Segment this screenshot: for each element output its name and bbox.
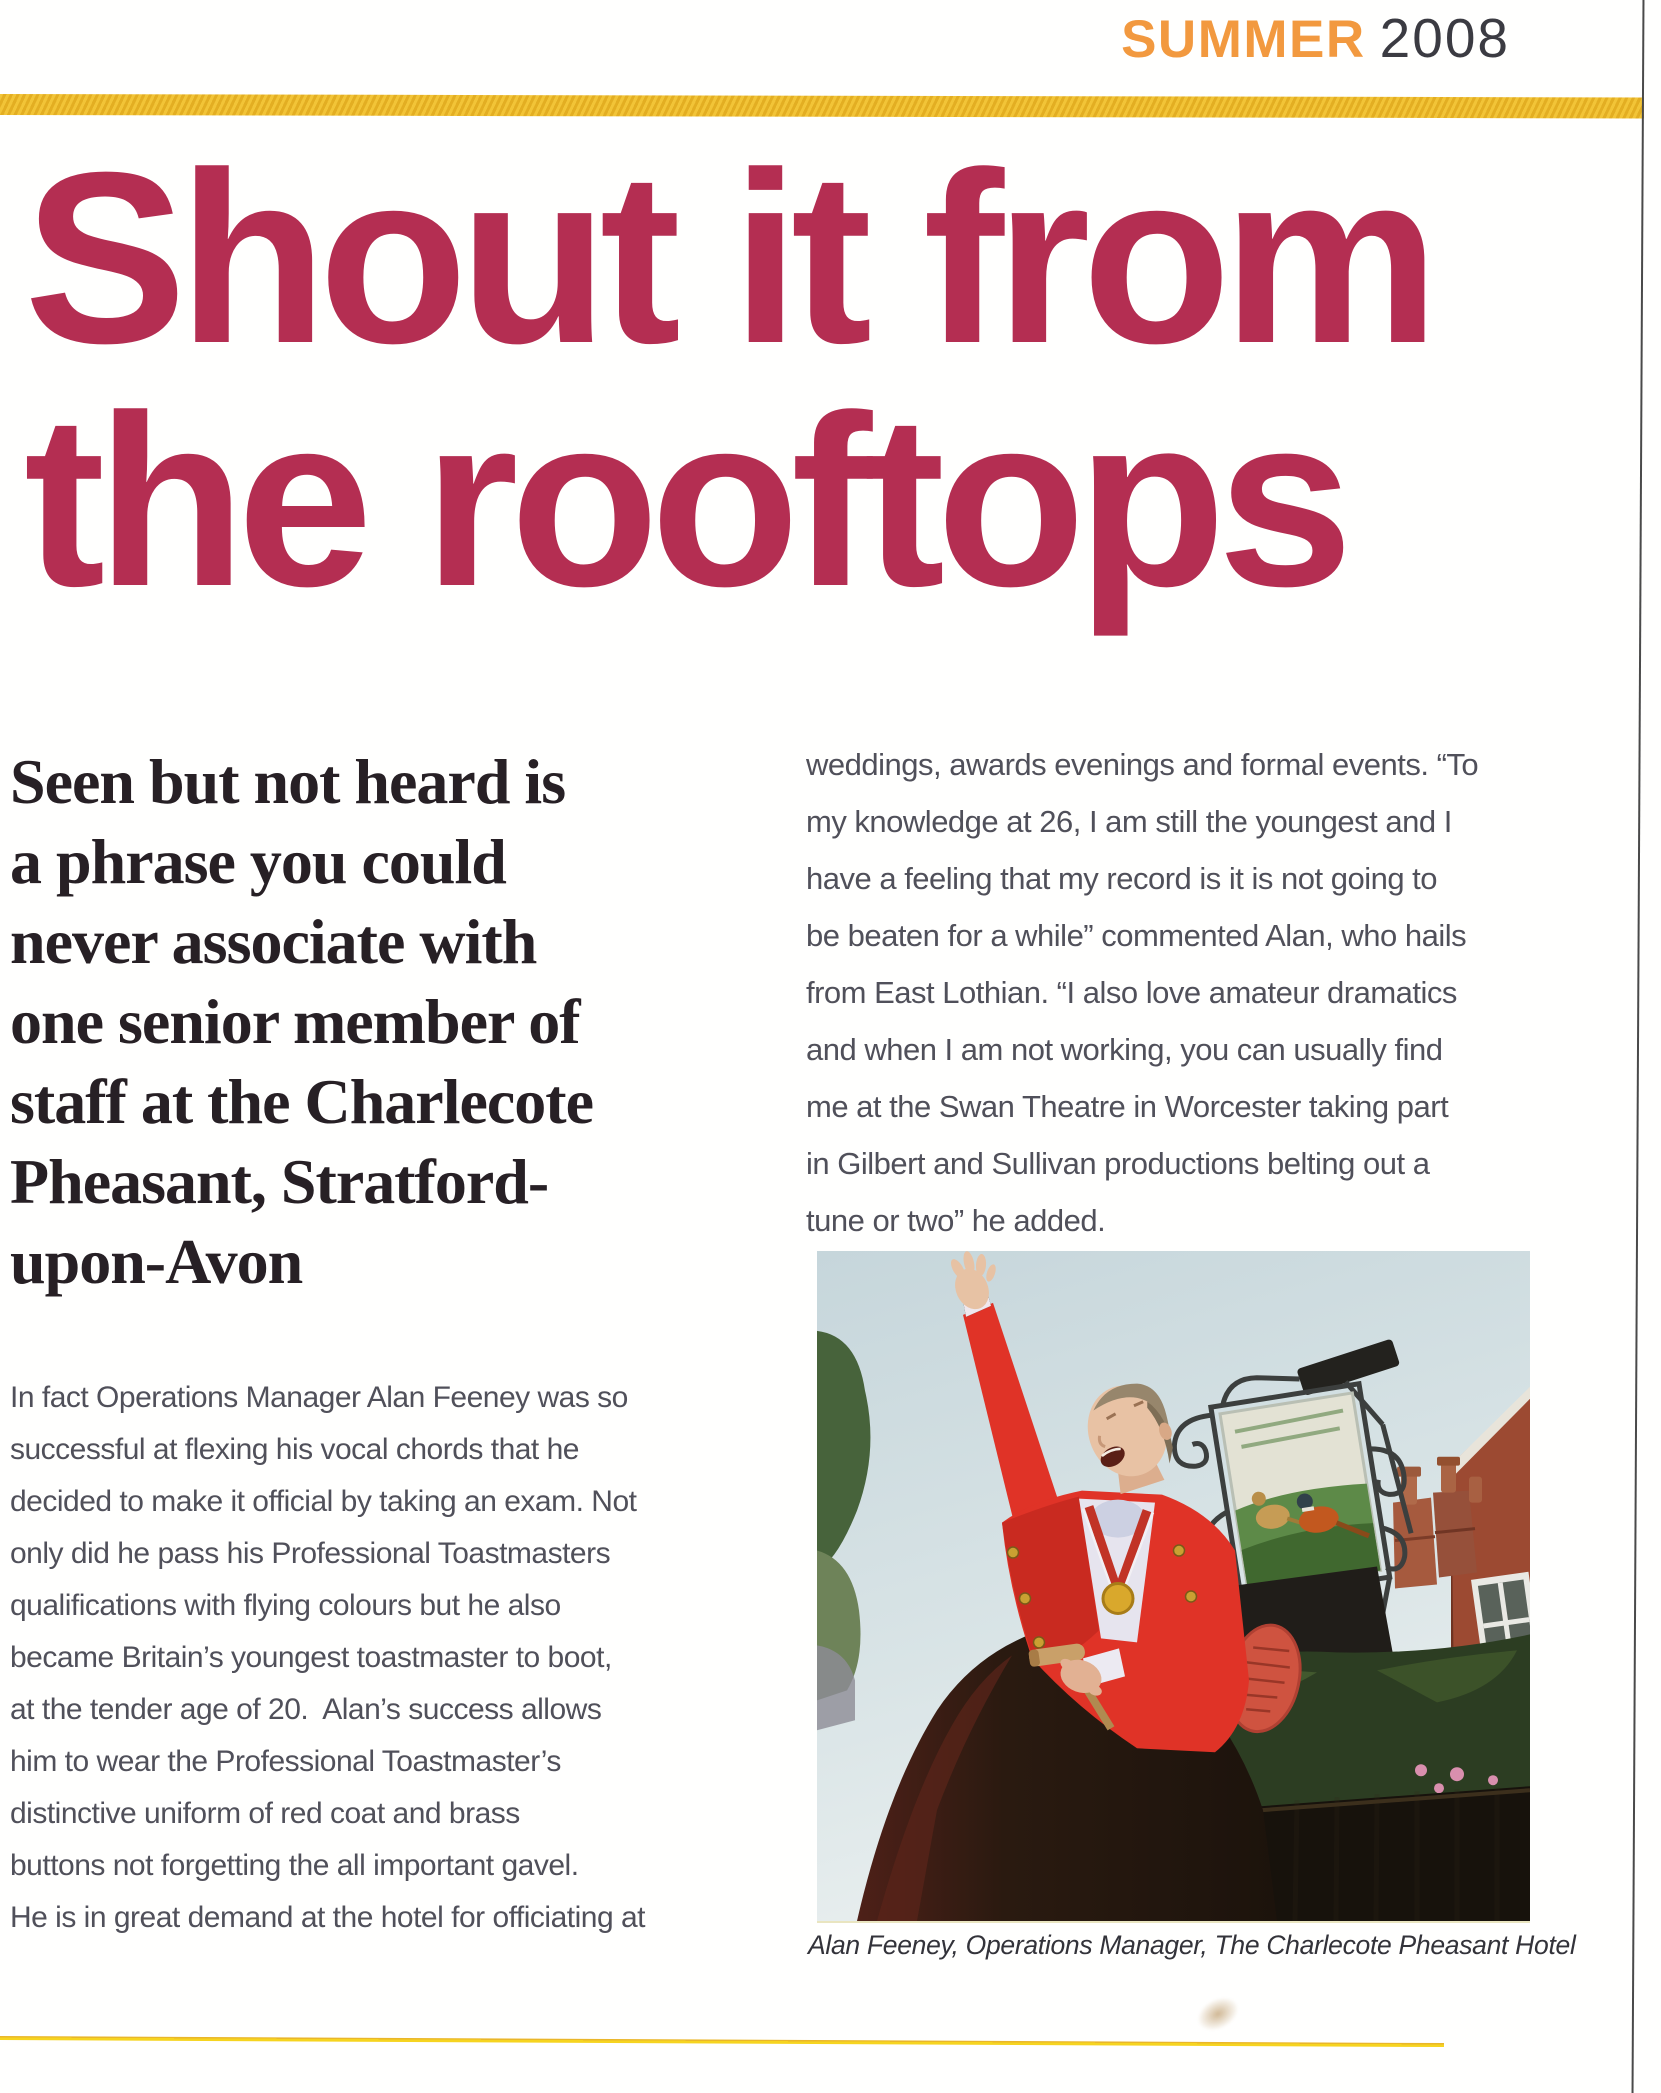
body-line: him to wear the Professional Toastmaster’s [10, 1745, 561, 1778]
standfirst-line: staff at the Charlecote [10, 1066, 593, 1137]
issue-date [1121, 6, 1510, 70]
body-line: at the tender age of 20. Alan’s success allows [10, 1693, 602, 1726]
body-line: and when I am not working, you can usually find [806, 1032, 1443, 1067]
bottom-yellow-rule [0, 2036, 1444, 2047]
body-line: buttons not forgetting the all important gavel. [10, 1849, 579, 1882]
body-line: in Gilbert and Sullivan productions belting out a [806, 1146, 1430, 1181]
standfirst-line: upon-Avon [10, 1226, 303, 1297]
body-line: be beaten for a while” commented Alan, who hails [806, 918, 1467, 953]
body-line: qualifications with flying colours but he also [10, 1589, 561, 1622]
photo-caption: Alan Feeney, Operations Manager, The Charlecote Pheasant Hotel [808, 1930, 1576, 1960]
standfirst-line: Pheasant, Stratford- [10, 1146, 549, 1217]
body-column-right [806, 736, 1478, 1249]
headline-line: the rooftops [24, 364, 1345, 637]
body-line: have a feeling that my record is it is not going to [806, 861, 1438, 896]
issue-year: 2008 [1379, 7, 1510, 69]
body-column-left [10, 1372, 645, 1944]
top-gold-rule [0, 94, 1644, 118]
body-line: He is in great demand at the hotel for officiating at [10, 1901, 646, 1934]
body-line: my knowledge at 26, I am still the youngest and I [806, 804, 1452, 839]
body-line: successful at flexing his vocal chords that he [10, 1433, 579, 1466]
body-line: distinctive uniform of red coat and brass [10, 1797, 520, 1830]
gold-medal [1103, 1584, 1133, 1614]
toastmaster-photo [817, 1251, 1530, 1923]
body-line: In fact Operations Manager Alan Feeney was so [10, 1381, 628, 1414]
body-line: me at the Swan Theatre in Worcester taking part [806, 1089, 1449, 1124]
body-line: tune or two” he added. [806, 1203, 1106, 1238]
standfirst-line: one senior member of [10, 986, 580, 1057]
scan-smudge [1192, 1990, 1245, 2037]
standfirst-line: a phrase you could [10, 826, 506, 897]
body-line: from East Lothian. “I also love amateur dramatics [806, 975, 1457, 1010]
page-edge-line [1631, 0, 1644, 2093]
body-line: only did he pass his Professional Toastmasters [10, 1537, 611, 1570]
body-line: decided to make it official by taking an exam. Not [10, 1485, 637, 1518]
body-line: became Britain’s youngest toastmaster to boot, [10, 1641, 612, 1674]
issue-season: SUMMER [1121, 10, 1366, 69]
standfirst [10, 742, 593, 1302]
page-headline [24, 121, 1431, 637]
standfirst-line: Seen but not heard is [10, 746, 566, 817]
headline-line: Shout it from [24, 121, 1431, 394]
standfirst-line: never associate with [10, 906, 537, 977]
body-line: weddings, awards evenings and formal events. “To [806, 747, 1479, 782]
